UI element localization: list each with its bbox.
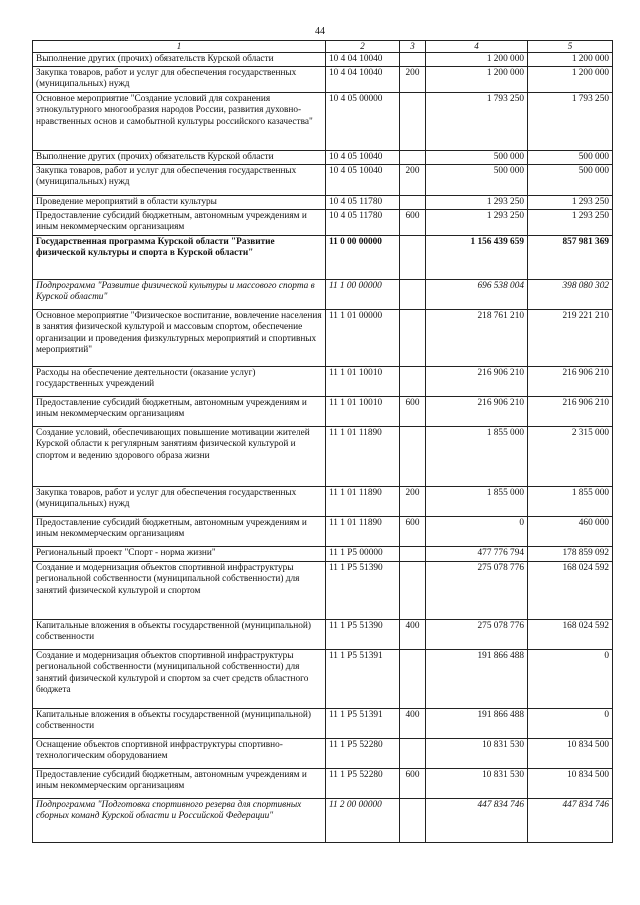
row-amount-2021-cell: 191 866 488 bbox=[426, 709, 528, 739]
row-amount-2022-cell: 168 024 592 bbox=[528, 620, 613, 650]
row-expense-type-cell bbox=[400, 310, 426, 367]
row-code-cell: 10 4 05 11780 bbox=[326, 196, 400, 210]
table-row bbox=[33, 650, 613, 709]
row-amount-2022-cell: 216 906 210 bbox=[528, 397, 613, 427]
row-amount-2022-cell: 168 024 592 bbox=[528, 562, 613, 620]
table-row bbox=[33, 562, 613, 620]
header-col-1: 1 bbox=[33, 41, 326, 53]
row-code-cell: 11 1 01 11890 bbox=[326, 517, 400, 547]
row-amount-2021-cell: 10 831 530 bbox=[426, 769, 528, 799]
row-name-cell: Предоставление субсидий бюджетным, автономным учреждениям и иным некоммерческим организациям bbox=[33, 517, 326, 547]
row-code-cell: 10 4 05 00000 bbox=[326, 93, 400, 151]
row-expense-type-cell: 200 bbox=[400, 67, 426, 93]
table-row bbox=[33, 427, 613, 487]
row-expense-type-cell bbox=[400, 151, 426, 165]
row-expense-type-cell: 400 bbox=[400, 620, 426, 650]
row-name-cell: Подпрограмма "Развитие физической культуры и массового спорта в Курской области" bbox=[33, 280, 326, 310]
row-name-cell: Создание и модернизация объектов спортивной инфраструктуры региональной собственности (муниципальной собственности) для занятий физической культурой и спортом за счет средств областного бюджета bbox=[33, 650, 326, 709]
row-code-cell: 11 1 01 10010 bbox=[326, 397, 400, 427]
row-amount-2021-cell: 1 293 250 bbox=[426, 210, 528, 236]
row-code-cell: 11 1 01 10010 bbox=[326, 367, 400, 397]
table-row bbox=[33, 196, 613, 210]
header-col-5: 5 bbox=[528, 41, 613, 53]
table-row bbox=[33, 769, 613, 799]
row-code-cell: 11 1 P5 51390 bbox=[326, 562, 400, 620]
row-name-cell: Государственная программа Курской области "Развитие физической культуры и спорта в Курской области" bbox=[33, 236, 326, 280]
row-amount-2021-cell: 500 000 bbox=[426, 151, 528, 165]
row-amount-2022-cell: 500 000 bbox=[528, 151, 613, 165]
row-expense-type-cell bbox=[400, 650, 426, 709]
row-expense-type-cell: 600 bbox=[400, 210, 426, 236]
header-col-2: 2 bbox=[326, 41, 400, 53]
row-expense-type-cell: 200 bbox=[400, 165, 426, 196]
row-amount-2022-cell: 857 981 369 bbox=[528, 236, 613, 280]
header-col-4: 4 bbox=[426, 41, 528, 53]
row-amount-2022-cell: 1 200 000 bbox=[528, 67, 613, 93]
row-code-cell: 11 1 P5 52280 bbox=[326, 769, 400, 799]
page-number: 44 bbox=[315, 26, 325, 37]
row-code-cell: 10 4 05 10040 bbox=[326, 151, 400, 165]
row-name-cell: Основное мероприятие "Создание условий для сохранения этнокультурного многообразия народов России, развития духовно-нравственных основ и самобытной культуры российского казачества" bbox=[33, 93, 326, 151]
table-row bbox=[33, 53, 613, 67]
row-name-cell: Капитальные вложения в объекты государственной (муниципальной) собственности bbox=[33, 709, 326, 739]
row-code-cell: 11 1 00 00000 bbox=[326, 280, 400, 310]
row-expense-type-cell bbox=[400, 53, 426, 67]
row-code-cell: 11 1 P5 51391 bbox=[326, 650, 400, 709]
row-expense-type-cell bbox=[400, 562, 426, 620]
table-row bbox=[33, 739, 613, 769]
row-name-cell: Предоставление субсидий бюджетным, автономным учреждениям и иным некоммерческим организациям bbox=[33, 210, 326, 236]
table-row bbox=[33, 620, 613, 650]
table-row bbox=[33, 151, 613, 165]
row-expense-type-cell bbox=[400, 280, 426, 310]
row-amount-2021-cell: 216 906 210 bbox=[426, 367, 528, 397]
row-amount-2021-cell: 1 156 439 659 bbox=[426, 236, 528, 280]
row-name-cell: Расходы на обеспечение деятельности (оказание услуг) государственных учреждений bbox=[33, 367, 326, 397]
row-name-cell: Создание и модернизация объектов спортивной инфраструктуры региональной собственности (муниципальной собственности) для занятий физической культурой и спортом bbox=[33, 562, 326, 620]
row-code-cell: 11 1 01 00000 bbox=[326, 310, 400, 367]
table-row bbox=[33, 397, 613, 427]
row-expense-type-cell: 600 bbox=[400, 397, 426, 427]
row-name-cell: Проведение мероприятий в области культуры bbox=[33, 196, 326, 210]
row-code-cell: 11 0 00 00000 bbox=[326, 236, 400, 280]
table-row bbox=[33, 165, 613, 196]
table-row bbox=[33, 210, 613, 236]
row-amount-2022-cell: 2 315 000 bbox=[528, 427, 613, 487]
row-amount-2021-cell: 696 538 004 bbox=[426, 280, 528, 310]
row-name-cell: Основное мероприятие "Физическое воспитание, вовлечение населения в занятия физической культурой и массовым спортом, обеспечение организации и проведения физкультурных мероприятий и спортивных мероприятий" bbox=[33, 310, 326, 367]
row-amount-2021-cell: 1 200 000 bbox=[426, 53, 528, 67]
row-amount-2022-cell: 447 834 746 bbox=[528, 799, 613, 843]
table-body bbox=[33, 53, 613, 843]
row-name-cell: Закупка товаров, работ и услуг для обеспечения государственных (муниципальных) нужд bbox=[33, 165, 326, 196]
row-amount-2021-cell: 447 834 746 bbox=[426, 799, 528, 843]
row-amount-2021-cell: 1 793 250 bbox=[426, 93, 528, 151]
row-code-cell: 11 2 00 00000 bbox=[326, 799, 400, 843]
row-amount-2021-cell: 477 776 794 bbox=[426, 547, 528, 562]
table-row bbox=[33, 487, 613, 517]
row-expense-type-cell: 600 bbox=[400, 769, 426, 799]
row-name-cell: Предоставление субсидий бюджетным, автономным учреждениям и иным некоммерческим организациям bbox=[33, 397, 326, 427]
row-expense-type-cell bbox=[400, 427, 426, 487]
row-amount-2022-cell: 398 080 302 bbox=[528, 280, 613, 310]
row-amount-2022-cell: 460 000 bbox=[528, 517, 613, 547]
row-name-cell: Региональный проект "Спорт - норма жизни" bbox=[33, 547, 326, 562]
table-row bbox=[33, 310, 613, 367]
row-code-cell: 11 1 P5 52280 bbox=[326, 739, 400, 769]
row-amount-2021-cell: 1 200 000 bbox=[426, 67, 528, 93]
row-name-cell: Выполнение других (прочих) обязательств Курской области bbox=[33, 53, 326, 67]
row-amount-2022-cell: 1 793 250 bbox=[528, 93, 613, 151]
row-amount-2021-cell: 218 761 210 bbox=[426, 310, 528, 367]
row-expense-type-cell bbox=[400, 547, 426, 562]
row-amount-2021-cell: 1 855 000 bbox=[426, 427, 528, 487]
row-expense-type-cell bbox=[400, 739, 426, 769]
row-amount-2022-cell: 216 906 210 bbox=[528, 367, 613, 397]
table-row bbox=[33, 93, 613, 151]
header-col-3: 3 bbox=[400, 41, 426, 53]
row-expense-type-cell bbox=[400, 236, 426, 280]
table-header-row bbox=[33, 41, 613, 53]
row-code-cell: 11 1 P5 51390 bbox=[326, 620, 400, 650]
row-amount-2021-cell: 1 855 000 bbox=[426, 487, 528, 517]
row-code-cell: 11 1 P5 51391 bbox=[326, 709, 400, 739]
row-amount-2021-cell: 10 831 530 bbox=[426, 739, 528, 769]
row-name-cell: Создание условий, обеспечивающих повышение мотивации жителей Курской области к регулярным занятиям физической культурой и спортом и ведению здорового образа жизни bbox=[33, 427, 326, 487]
row-amount-2021-cell: 216 906 210 bbox=[426, 397, 528, 427]
row-expense-type-cell bbox=[400, 93, 426, 151]
row-name-cell: Оснащение объектов спортивной инфраструктуры спортивно-технологическим оборудованием bbox=[33, 739, 326, 769]
row-expense-type-cell bbox=[400, 367, 426, 397]
row-code-cell: 11 1 01 11890 bbox=[326, 427, 400, 487]
table-row bbox=[33, 236, 613, 280]
row-amount-2022-cell: 10 834 500 bbox=[528, 769, 613, 799]
table-row bbox=[33, 367, 613, 397]
row-amount-2022-cell: 0 bbox=[528, 709, 613, 739]
row-code-cell: 11 1 01 11890 bbox=[326, 487, 400, 517]
row-name-cell: Капитальные вложения в объекты государственной (муниципальной) собственности bbox=[33, 620, 326, 650]
table-row bbox=[33, 67, 613, 93]
row-expense-type-cell: 200 bbox=[400, 487, 426, 517]
table-row bbox=[33, 517, 613, 547]
row-amount-2022-cell: 0 bbox=[528, 650, 613, 709]
row-amount-2022-cell: 219 221 210 bbox=[528, 310, 613, 367]
table-row bbox=[33, 709, 613, 739]
row-code-cell: 10 4 04 10040 bbox=[326, 53, 400, 67]
row-code-cell: 10 4 05 10040 bbox=[326, 165, 400, 196]
row-amount-2022-cell: 1 293 250 bbox=[528, 196, 613, 210]
row-expense-type-cell bbox=[400, 196, 426, 210]
row-amount-2022-cell: 1 293 250 bbox=[528, 210, 613, 236]
row-amount-2022-cell: 1 855 000 bbox=[528, 487, 613, 517]
row-amount-2022-cell: 10 834 500 bbox=[528, 739, 613, 769]
row-name-cell: Выполнение других (прочих) обязательств Курской области bbox=[33, 151, 326, 165]
budget-table bbox=[32, 40, 613, 843]
row-amount-2022-cell: 178 859 092 bbox=[528, 547, 613, 562]
row-expense-type-cell: 600 bbox=[400, 517, 426, 547]
row-amount-2022-cell: 1 200 000 bbox=[528, 53, 613, 67]
table-row bbox=[33, 799, 613, 843]
row-name-cell: Предоставление субсидий бюджетным, автономным учреждениям и иным некоммерческим организациям bbox=[33, 769, 326, 799]
row-amount-2021-cell: 275 078 776 bbox=[426, 620, 528, 650]
row-expense-type-cell: 400 bbox=[400, 709, 426, 739]
row-name-cell: Закупка товаров, работ и услуг для обеспечения государственных (муниципальных) нужд bbox=[33, 487, 326, 517]
row-amount-2021-cell: 1 293 250 bbox=[426, 196, 528, 210]
row-code-cell: 11 1 P5 00000 bbox=[326, 547, 400, 562]
row-amount-2022-cell: 500 000 bbox=[528, 165, 613, 196]
row-name-cell: Подпрограмма "Подготовка спортивного резерва для спортивных сборных команд Курской области и Российской Федерации" bbox=[33, 799, 326, 843]
table-row bbox=[33, 547, 613, 562]
row-amount-2021-cell: 275 078 776 bbox=[426, 562, 528, 620]
row-amount-2021-cell: 0 bbox=[426, 517, 528, 547]
row-amount-2021-cell: 191 866 488 bbox=[426, 650, 528, 709]
row-expense-type-cell bbox=[400, 799, 426, 843]
row-code-cell: 10 4 05 11780 bbox=[326, 210, 400, 236]
row-amount-2021-cell: 500 000 bbox=[426, 165, 528, 196]
table-row bbox=[33, 280, 613, 310]
row-code-cell: 10 4 04 10040 bbox=[326, 67, 400, 93]
row-name-cell: Закупка товаров, работ и услуг для обеспечения государственных (муниципальных) нужд bbox=[33, 67, 326, 93]
